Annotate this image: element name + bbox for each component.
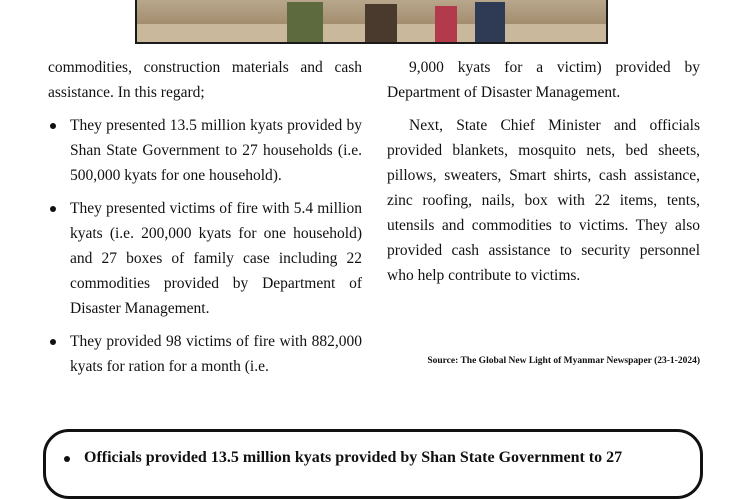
right-column	[387, 55, 700, 288]
photo-figure-man	[475, 2, 505, 42]
photo-figure-soldier	[287, 2, 323, 42]
bullet-item-3: They provided 98 victims of fire with 882,000 kyats for ration for a month (i.e.	[48, 329, 362, 379]
right-continuation-paragraph: 9,000 kyats for a victim) provided by Department of Disaster Management.	[387, 59, 700, 101]
bullet-list	[48, 113, 362, 379]
photo-figure-woman	[435, 6, 457, 42]
photo-figure-official	[365, 4, 397, 42]
bullet-item-1: They presented 13.5 million kyats provided by Shan State Government to 27 households (i.e. 500,000 kyats for one household).	[48, 113, 362, 188]
summary-box	[43, 429, 703, 499]
right-main-paragraph: Next, State Chief Minister and officials provided blankets, mosquito nets, bed sheets, pillows, sweaters, Smart shirts, cash assistance, zinc roofing, nails, box with 22 items, tents, utensils and commodities to victims. They also provided cash assistance to security personnel who help contribute to victims.	[387, 117, 700, 284]
news-photo	[135, 0, 608, 44]
left-column	[48, 55, 362, 379]
left-intro-paragraph: commodities, construction materials and cash assistance. In this regard;	[48, 59, 362, 101]
bullet-item-2: They presented victims of fire with 5.4 million kyats (i.e. 200,000 kyats for one household) and 27 boxes of family case including 22 commodities provided by Department of Disaster Management.	[48, 196, 362, 321]
source-citation: Source: The Global New Light of Myanmar Newspaper (23-1-2024)	[427, 356, 700, 366]
summary-bullet: Officials provided 13.5 million kyats provided by Shan State Government to 27	[84, 448, 688, 468]
